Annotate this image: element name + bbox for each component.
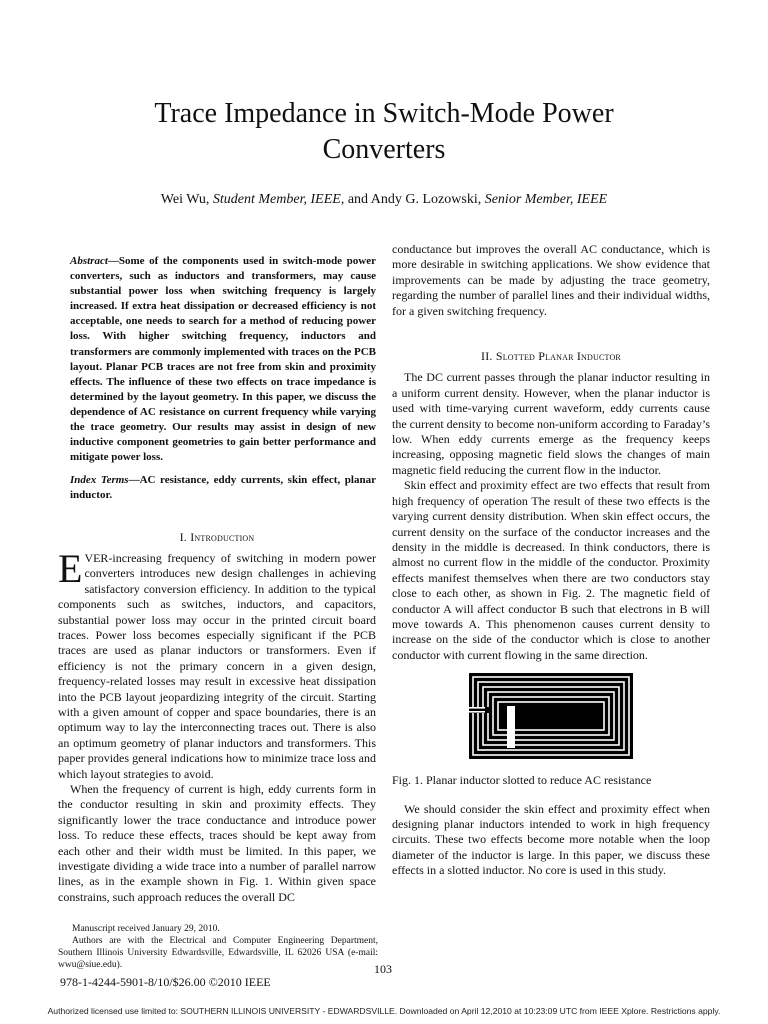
section2-paragraph-1: The DC current passes through the planar inductor resulting in a uniform current density. However, when the planar inductor is used with time-varying current waveform, eddy currents cause the current density to become non-uniform according to Faraday’s low. When eddy currents emerge as the frequency keeps increasing, opposing magnetic field slows the changes of main magnetic field reducing the current flow in the inductor. (392, 370, 710, 477)
footnote (58, 923, 378, 971)
section-number: II. (481, 349, 496, 364)
right-column (392, 242, 710, 879)
figure-caption: Fig. 1. Planar inductor slotted to reduce AC resistance (392, 773, 652, 788)
footnote-line-1: Manuscript received January 29, 2010. (72, 924, 220, 934)
abstract (58, 254, 376, 465)
section-title: Slotted Planar Inductor (495, 349, 621, 364)
section-heading-introduction (58, 530, 376, 545)
author-name-1: Wei Wu, (160, 192, 213, 207)
index-terms-label: Index Terms (70, 474, 129, 487)
author-role-1: Student Member, IEEE (212, 192, 341, 207)
section2-paragraph-3: We should consider the skin effect and proximity effect when designing planar inductors intended to work in high frequency circuits. These two effects become more notable when the loop diameter of the inductor is large. In this paper, we discuss these effects in a slotted inductor. No core is used in this study. (392, 801, 710, 878)
index-terms-text: —AC resistance, eddy currents, skin effect, planar inductor. (70, 474, 376, 502)
section2-paragraph-2: Skin effect and proximity effect are two effects that result from high frequency of operation The result of these two effects is the varying current density distribution. When skin effect occurs, the current density on the surface of the conductor increases and the density in the middle is decreased. In think conductors, there is almost no current flow in the middle of the conductor. Proximity effects manifest themselves when there are two conductors stay close to each other, as shown in Fig. 2. The magnetic field of conductor A will affect conductor B such that electrons in B will move towards A. This phenomenon causes current density to increase on the side of the conductor which is close to another conductor with current flowing in the same direction. (392, 478, 710, 662)
author-role-2: Senior Member, IEEE (484, 192, 608, 207)
left-column (58, 254, 376, 905)
continued-paragraph: conductance but improves the overall AC conductance, which is more desirable in switching applications. We show evidence that improvements can be made by adjusting the trace geometry, regarding the number of parallel lines and their individual widths, for a given switching frequency. (392, 242, 710, 318)
abstract-label: Abstract (70, 255, 108, 267)
section-title: Introduction (190, 529, 255, 544)
index-terms (58, 473, 376, 503)
section-number: I. (179, 529, 191, 544)
paper-title (60, 96, 708, 168)
abstract-text: —Some of the components used in switch-mode power converters, such as inductors and transformers, may cause substantial power loss when switching frequency is largely increased. If extra heat dissipation or decreased efficiency is not acceptable, one needs to search for a method of reducing power loss. With higher switching frequency, inductors and transformers are commonly implemented with traces on the PCB layout. Planar PCB traces are not free from skin and proximity effects. The influence of these two effects on trace impedance is determined by the layout geometry. In this paper, we discuss the dependence of AC resistance on current frequency while varying the trace geometry. Our results may assist in design of new inductive component geometries to gain better performance and mitigate power loss. (70, 255, 376, 464)
footnote-line-2: Authors are with the Electrical and Computer Engineering Department, Southern Illinois University Edwardsville, Edwardsville, IL 62026 USA (e-mail: wwu@siue.edu). (58, 936, 378, 970)
author-line (60, 191, 708, 209)
title-line-1: Trace Impedance in Switch-Mode Power (154, 98, 614, 129)
intro-paragraph-2: When the frequency of current is high, eddy currents form in the conductor resulting in skin and proximity effects. They significantly lower the trace conductance and introduce power loss. To reduce these effects, traces should be kept away from each other and their width must be limited. In this paper, we investigate dividing a wide trace into a number of parallel narrow lines, as in the example shown in Fig. 1. Within given space constrains, such approach reduces the overall DC (58, 782, 376, 904)
title-line-2: Converters (322, 134, 446, 165)
intro-text-1: VER-increasing frequency of switching in modern power converters introduces new design challenges in achieving satisfactory conversion efficiency. In addition to the typical components such as switches, inductors, and capacitors, substantial power loss may occur in the printed circuit board traces. Power loss becomes especially significant if the PCB traces are used as planar inductors or transformers. Even if efficiency is not the primary concern in a given design, frequency-related losses may result in excessive heat dissipation into the PCB layout jeopardizing integrity of the circuit. Starting with a given amount of copper and space boundaries, there is an optimum way to lay the interconnecting traces out. There is also an optimum geometry of planar inductors and transformers. This paper provides general indications how to minimize trace loss and which layout strategies to avoid. (58, 550, 376, 781)
drop-cap: E (58, 545, 83, 591)
author-between: , and Andy G. Lozowski, (340, 192, 485, 207)
section-heading-slotted-planar-inductor (392, 349, 710, 364)
intro-paragraph-1 (58, 545, 376, 782)
page-number: 103 (374, 962, 392, 976)
slotted-inductor-figure (469, 673, 633, 759)
isbn-line: 978-1-4244-5901-8/10/$26.00 ©2010 IEEE (60, 975, 271, 989)
license-notice: Authorized licensed use limited to: SOUTHERN ILLINOIS UNIVERSITY - EDWARDSVILLE. Downloaded on April 12,2010 at 10:23:09 UTC from IEEE Xplore. Restrictions apply. (47, 1006, 721, 1016)
